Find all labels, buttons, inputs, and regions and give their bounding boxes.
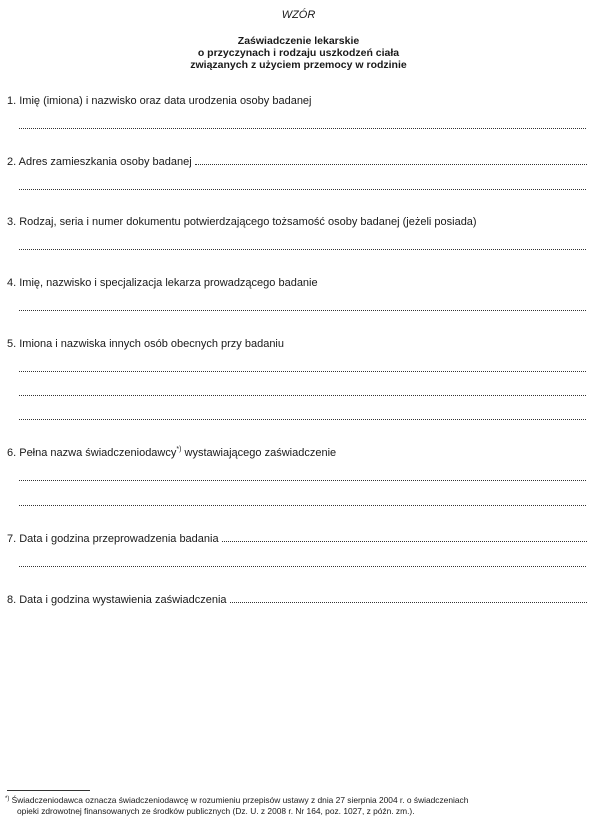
field-7-entry-line[interactable] — [19, 566, 586, 567]
field-5-label: 5. Imiona i nazwiska innych osób obecnych przy badaniu — [7, 338, 284, 350]
footnote-line-1: *) Świadczeniodawca oznacza świadczeniodawcę w rozumieniu przepisów ustawy z dnia 27 sierpnia 2004 r. o świadczeniach — [5, 795, 469, 805]
title-line-3: związanych z użyciem przemocy w rodzinie — [190, 59, 407, 71]
field-4-label: 4. Imię, nazwisko i specjalizacja lekarza prowadzącego badanie — [7, 277, 318, 289]
field-7-section — [7, 532, 587, 546]
field-8-section — [7, 593, 587, 607]
field-8-inline-entry-line[interactable] — [230, 593, 587, 603]
field-6-entry-line-1[interactable] — [19, 480, 586, 481]
field-5-section — [7, 337, 587, 351]
footnote-line-2: opieki zdrowotnej finansowanych ze środków publicznych (Dz. U. z 2008 r. Nr 164, poz. 1027, z późn. zm.). — [17, 806, 415, 816]
footnote — [5, 795, 595, 817]
field-1-section — [7, 94, 587, 108]
field-7-inline-entry-line[interactable] — [222, 532, 587, 542]
footnote-divider — [7, 790, 90, 791]
field-3-entry-line[interactable] — [19, 249, 586, 250]
form-template-label: WZÓR — [281, 9, 316, 21]
field-1-entry-line[interactable] — [19, 128, 586, 129]
field-8-label: 8. Data i godzina wystawienia zaświadczenia — [7, 593, 587, 607]
field-3-section — [7, 215, 587, 229]
field-6-label: 6. Pełna nazwa świadczeniodawcy*) wystawiającego zaświadczenie — [7, 446, 337, 459]
field-2-inline-entry-line[interactable] — [195, 155, 587, 165]
field-6-entry-line-2[interactable] — [19, 505, 586, 506]
field-2-label: 2. Adres zamieszkania osoby badanej — [7, 155, 587, 169]
footnote-marker: *) — [176, 446, 182, 453]
field-1-label: 1. Imię (imiona) i nazwisko oraz data urodzenia osoby badanej — [7, 95, 312, 107]
title-line-1: Zaświadczenie lekarskie — [237, 35, 360, 47]
field-5-entry-line-3[interactable] — [19, 419, 586, 420]
document-title — [0, 35, 597, 71]
field-6-section — [7, 446, 587, 460]
field-5-entry-line-2[interactable] — [19, 395, 586, 396]
field-2-entry-line[interactable] — [19, 189, 586, 190]
field-3-label: 3. Rodzaj, seria i numer dokumentu potwierdzającego tożsamość osoby badanej (jeżeli posiada) — [7, 216, 477, 228]
field-4-entry-line[interactable] — [19, 310, 586, 311]
field-4-section — [7, 276, 587, 290]
field-2-section — [7, 155, 587, 169]
field-5-entry-line-1[interactable] — [19, 371, 586, 372]
field-7-label: 7. Data i godzina przeprowadzenia badania — [7, 532, 587, 546]
title-line-2: o przyczynach i rodzaju uszkodzeń ciała — [197, 47, 400, 59]
